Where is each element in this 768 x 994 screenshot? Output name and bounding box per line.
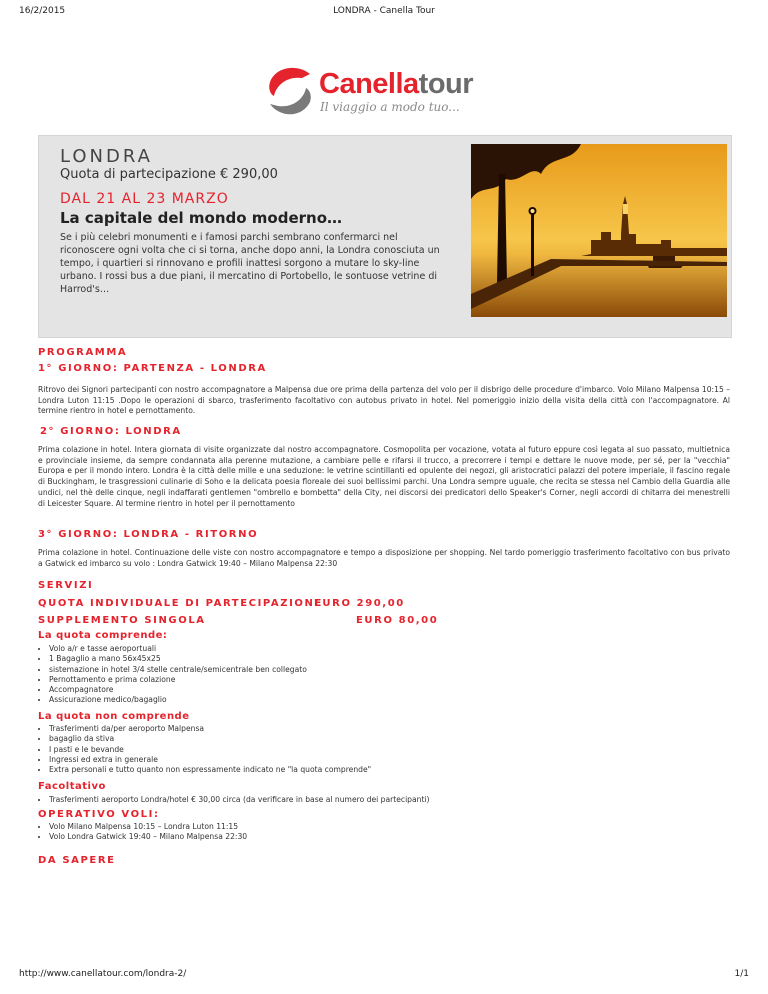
canella-tour-logo[interactable] [262, 62, 512, 122]
section-servizi: SERVIZI [38, 580, 94, 591]
section-programma: PROGRAMMA [38, 347, 128, 358]
page-title: LONDRA [60, 146, 153, 167]
list-item: • Trasferimenti aeroporto Londra/hotel € 30,00 circa (da verificare in base al numero dei partecipanti) [49, 795, 430, 805]
list-item: • I pasti e le bevande [49, 745, 371, 755]
list-item: • Extra personali e tutto quanto non espressamente indicato ne "la quota comprende" [49, 765, 371, 775]
day1-heading: 1° GIORNO: PARTENZA - LONDRA [38, 363, 267, 374]
comprende-heading: La quota comprende: [38, 630, 168, 641]
logo-tagline: Il viaggio a modo tuo... [320, 100, 460, 114]
singola-label: SUPPLEMENTO SINGOLA [38, 615, 206, 626]
logo-wordmark: Canellatour [319, 68, 474, 100]
day2-heading: 2° GIORNO: LONDRA [40, 426, 182, 437]
list-item: • Volo a/r e tasse aeroportuali [49, 644, 307, 654]
print-date: 16/2/2015 [19, 6, 66, 16]
day2-text: Prima colazione in hotel. Intera giornata di visite organizzate dal nostro accompagnatore. Cosmopolita per vocazione, votata al futuro eppure così legata al suo passato, multietnica e provinciale insieme, da sempre condannata alla perenne mutazione, a cambiare pelle e rifarsi il trucco, a precorrere i tempi e dettare le nuove mode, per sé, per la "vecchia" Europa e per il mondo intero. Londra è la città delle mille e una seduzione: le vetrine scintillanti ed opulente dei negozi, gli aristocratici palazzi del potere imperiale, il fascino regale di Buckingham, le trasgressioni culinarie di Soho e la delicata poesia floreale dei suoi bellissimi parchi. Una Londra sempre uguale, che recita se stessa nel Cambio della Guardia alle undici, nel thè delle cinque, negli indaffarati gentlemen "ombrello e bombetta" della City, nei discorsi dei predicatori dello Speaker's Corner, negli accordi di chitarra dei menestrelli di Leicester Square. Al termine rientro in hotel per il pernottamento [38, 445, 730, 508]
day1-text: Ritrovo dei Signori partecipanti con nostro accompagnatore a Malpensa due ore prima della partenza del volo per il disbrigo delle procedure d'imbarco. Volo Milano Malpensa 10:15 – Londra Luton 11:15 .Dopo le operazioni di sbarco, trasferimento facoltativo con autobus privato in hotel. Nel pomeriggio inizio della visita della città con l'accompagnatore. Al termine rientro in hotel e pernottamento. [38, 385, 730, 416]
list-item: • Ingressi ed extra in generale [49, 755, 371, 765]
hero-box [38, 135, 732, 338]
non-comprende-list [38, 724, 371, 775]
day3-text: Prima colazione in hotel. Continuazione delle viste con nostro accompagnatore e tempo a disposizione per shopping. Nel tardo pomeriggio trasferimento facoltativo con bus privato a Gatwick ed imbarco su volo : Londra Gatwick 19:40 – Milano Malpensa 22:30 [38, 548, 730, 568]
list-item: • 1 Bagaglio a mano 56x45x25 [49, 654, 307, 664]
comprende-list [38, 644, 307, 706]
hero-subtitle: La capitale del mondo moderno… [60, 209, 343, 227]
quota-value: EURO 290,00 [314, 598, 405, 609]
voli-list [38, 822, 247, 843]
quota-label: QUOTA INDIVIDUALE DI PARTECIPAZIONE [38, 598, 323, 609]
list-item: • Assicurazione medico/bagaglio [49, 695, 307, 705]
list-item: • Trasferimenti da/per aeroporto Malpensa [49, 724, 371, 734]
list-item: • Volo Milano Malpensa 10:15 – Londra Luton 11:15 [49, 822, 247, 832]
list-item: • Accompagnatore [49, 685, 307, 695]
list-item: • Volo Londra Gatwick 19:40 – Milano Malpensa 22:30 [49, 832, 247, 842]
hero-description: Se i più celebri monumenti e i famosi parchi sembrano confermarci nel riconoscere ogni volta che ci si torna, anche dopo anni, la Londra conosciuta un tempo, i quartieri si rinnovano e profili inattesi sorgono a mutare lo sky-line urbano. I rossi bus a due piani, il mercatino di Portobello, le sontuose vetrine di Harrod's… [60, 232, 440, 295]
hero-dates: DAL 21 AL 23 MARZO [60, 191, 229, 207]
page-number: 1/1 [734, 969, 749, 979]
list-item: • sistemazione in hotel 3/4 stelle centrale/semicentrale ben collegato [49, 665, 307, 675]
list-item: • Pernottamento e prima colazione [49, 675, 307, 685]
print-title: LONDRA - Canella Tour [333, 6, 435, 16]
list-item: • bagaglio da stiva [49, 734, 371, 744]
print-header [0, 6, 768, 22]
section-da-sapere: DA SAPERE [38, 855, 116, 866]
logo-swirl-icon [262, 64, 318, 120]
non-comprende-heading: La quota non comprende [38, 711, 190, 722]
singola-value: EURO 80,00 [356, 615, 439, 626]
voli-heading: OPERATIVO VOLI: [38, 809, 160, 820]
facoltativo-list [38, 795, 430, 805]
facoltativo-heading: Facoltativo [38, 781, 106, 792]
day3-heading: 3° GIORNO: LONDRA - RITORNO [38, 529, 259, 540]
london-thames-photo [471, 144, 727, 317]
hero-price: Quota di partecipazione € 290,00 [60, 167, 278, 182]
print-url[interactable]: http://www.canellatour.com/londra-2/ [19, 969, 187, 979]
